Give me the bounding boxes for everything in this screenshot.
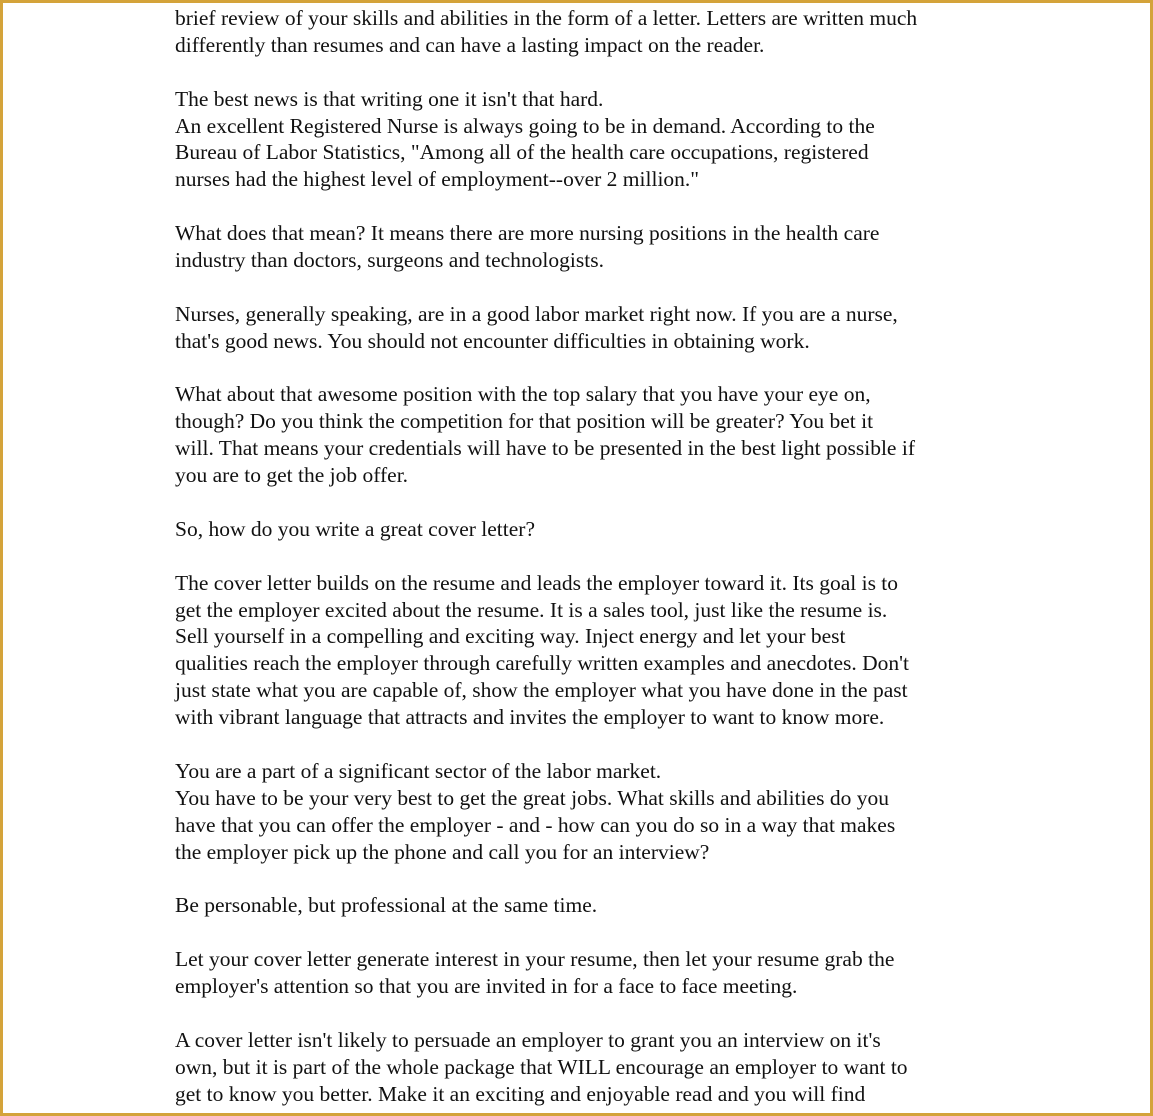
text-line: A cover letter isn't likely to persuade an employer to grant you an interview on it's: [175, 1027, 881, 1052]
paragraph-gap: [175, 543, 995, 570]
text-line: though? Do you think the competition for that position will be greater? You bet it: [175, 409, 874, 434]
text-line: have that you can offer the employer - and - how can you do so in a way that makes: [175, 812, 896, 837]
text-line: Bureau of Labor Statistics, "Among all of the health care occupations, registered: [175, 140, 869, 165]
text-line: that's good news. You should not encounter difficulties in obtaining work.: [175, 328, 810, 353]
text-line: just state what you are capable of, show the employer what you have done in the past: [175, 678, 908, 703]
text-line: differently than resumes and can have a lasting impact on the reader.: [175, 32, 765, 57]
text-line: get to know you better. Make it an exciting and enjoyable read and you will find: [175, 1081, 866, 1106]
text-line: You have to be your very best to get the great jobs. What skills and abilities do you: [175, 785, 889, 810]
paragraph-gap: [175, 274, 995, 301]
text-line: The cover letter builds on the resume and leads the employer toward it. Its goal is to: [175, 570, 899, 595]
paragraph-gap: [175, 355, 995, 382]
text-line: you are to get the job offer.: [175, 463, 409, 488]
paragraph-gap: [175, 919, 995, 946]
text-line: will. That means your credentials will have to be presented in the best light possible if: [175, 436, 915, 461]
text-line: Be personable, but professional at the same time.: [175, 893, 598, 918]
text-line: the employer pick up the phone and call you for an interview?: [175, 839, 710, 864]
text-line: Let your cover letter generate interest in your resume, then let your resume grab the: [175, 947, 895, 972]
text-line: Nurses, generally speaking, are in a good labor market right now. If you are a nurse,: [175, 301, 898, 326]
text-line: Sell yourself in a compelling and exciting way. Inject energy and let your best: [175, 624, 846, 649]
text-line: get the employer excited about the resume. It is a sales tool, just like the resume is.: [175, 597, 888, 622]
paragraph-gap: [175, 193, 995, 220]
text-line: industry than doctors, surgeons and technologists.: [175, 248, 604, 273]
text-line: with vibrant language that attracts and invites the employer to want to know more.: [175, 705, 885, 730]
text-line: brief review of your skills and abilities in the form of a letter. Letters are written much: [175, 6, 918, 30]
text-line: What does that mean? It means there are more nursing positions in the health care: [175, 221, 880, 246]
paragraph-gap: [175, 1000, 995, 1027]
text-line: You are a part of a significant sector of the labor market.: [175, 758, 662, 783]
text-line: employer's attention so that you are invited in for a face to face meeting.: [175, 974, 798, 999]
text-line: The best news is that writing one it isn't that hard.: [175, 86, 604, 111]
paragraph-gap: [175, 59, 995, 86]
text-line: own, but it is part of the whole package that WILL encourage an employer to want to: [175, 1054, 908, 1079]
paragraph-gap: [175, 731, 995, 758]
document-page: [175, 5, 995, 1108]
paragraph-gap: [175, 866, 995, 893]
text-line: qualities reach the employer through carefully written examples and anecdotes. Don't: [175, 651, 910, 676]
text-line: What about that awesome position with the top salary that you have your eye on,: [175, 382, 871, 407]
paragraph-gap: [175, 489, 995, 516]
text-line: An excellent Registered Nurse is always going to be in demand. According to the: [175, 113, 875, 138]
text-line: So, how do you write a great cover letter?: [175, 516, 535, 541]
text-line: nurses had the highest level of employment--over 2 million.": [175, 167, 700, 192]
